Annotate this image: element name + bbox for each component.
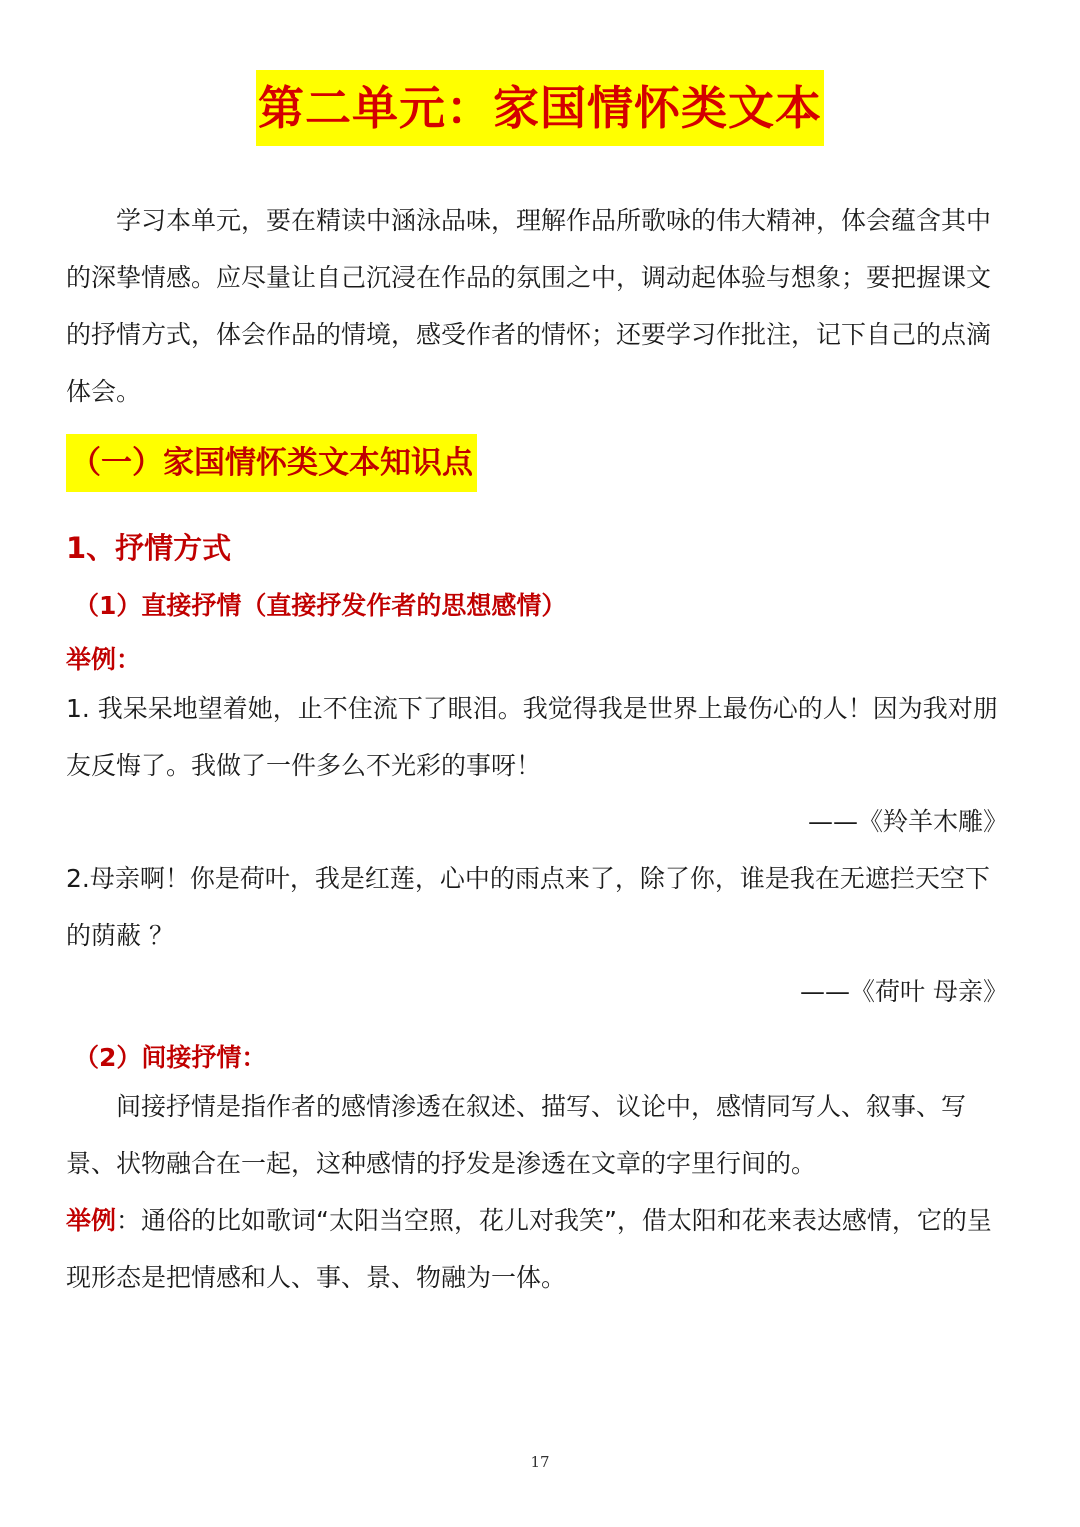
intro-paragraph: 学习本单元，要在精读中涵泳品味，理解作品所歌咏的伟大精神，体会蕴含其中的深挚情感。应尽量让自己沉浸在作品的氛围之中，调动起体验与想象；要把握课文的抒情方式，体会作品的情境，感受作者的情怀；还要学习作批注，记下自己的点滴体会。 — [66, 206, 992, 406]
section-heading: （一）家国情怀类文本知识点 — [66, 434, 477, 492]
content-body — [66, 192, 1014, 1306]
indirect-lyric-heading: （2）间接抒情： — [74, 1043, 267, 1072]
indirect-description: 间接抒情是指作者的感情渗透在叙述、描写、议论中，感情同写人、叙事、写景、状物融合在一起，这种感情的抒发是渗透在文章的字里行间的。 — [66, 1092, 967, 1178]
subheading-lyric-methods: 1、抒情方式 — [66, 531, 232, 565]
indirect-example-text: ：通俗的比如歌词“太阳当空照，花儿对我笑”，借太阳和花来表达感情，它的呈现形态是把情感和人、事、景、物融为一体。 — [66, 1206, 992, 1292]
page-title: 第二单元：家国情怀类文本 — [256, 70, 824, 146]
direct-lyric-heading: （1）直接抒情（直接抒发作者的思想感情） — [74, 591, 567, 620]
page-number: 17 — [530, 1453, 550, 1471]
direct-example-label: 举例： — [66, 645, 142, 674]
direct-example-1-source: ——《羚羊木雕》 — [807, 807, 1008, 836]
direct-example-2: 2.母亲啊！你是荷叶，我是红莲，心中的雨点来了，除了你，谁是我在无遮拦天空下的荫蔽 ？ — [66, 864, 990, 950]
title-container — [0, 70, 1080, 146]
section-heading-container — [66, 420, 1014, 492]
indirect-example-label: 举例 — [66, 1206, 117, 1235]
direct-example-1: 1. 我呆呆地望着她，止不住流下了眼泪。我觉得我是世界上最伤心的人！因为我对朋友反悔了。我做了一件多么不光彩的事呀！ — [66, 694, 998, 780]
indirect-example-paragraph — [66, 1192, 1014, 1306]
direct-example-2-source: ——《荷叶 母亲》 — [800, 977, 1008, 1006]
